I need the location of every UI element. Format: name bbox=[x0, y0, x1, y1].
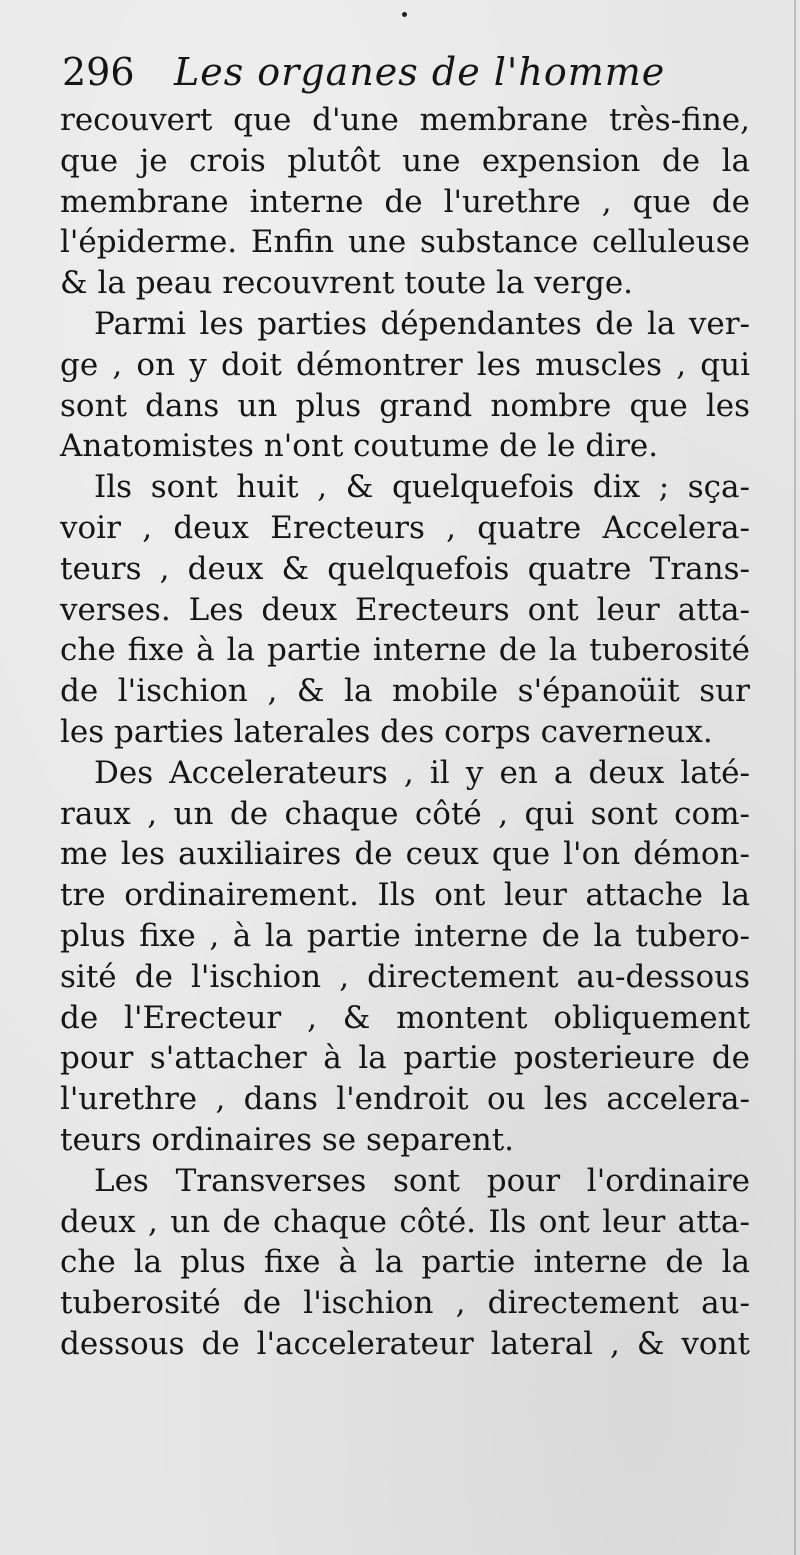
paragraph bbox=[60, 100, 750, 304]
page-edge-shadow bbox=[794, 0, 796, 1555]
text-line: deux , un de chaque côté. Ils ont leur atta- bbox=[60, 1203, 750, 1240]
text-line: plus fixe , à la partie interne de la tubero- bbox=[60, 917, 750, 954]
text-line: sité de l'ischion , directement au-dessous bbox=[60, 958, 750, 995]
text-line: Les Transverses sont pour l'ordinaire bbox=[94, 1162, 750, 1199]
text-line: pour s'attacher à la partie posterieure de bbox=[60, 1040, 750, 1077]
body-text bbox=[60, 100, 750, 1365]
text-line: teurs , deux & quelquefois quatre Trans- bbox=[60, 550, 750, 587]
paragraph bbox=[60, 467, 750, 753]
text-line: les parties laterales des corps caverneux. bbox=[60, 713, 713, 750]
text-line: che la plus fixe à la partie interne de la bbox=[60, 1244, 750, 1281]
text-line: recouvert que d'une membrane très-fine, bbox=[60, 102, 750, 138]
text-line: l'épiderme. Enfin une substance celluleuse bbox=[60, 224, 750, 261]
text-line: sont dans un plus grand nombre que les bbox=[60, 387, 750, 424]
paragraph bbox=[60, 1161, 750, 1365]
text-line: me les auxiliaires de ceux que l'on démon- bbox=[60, 836, 750, 873]
text-line: Parmi les parties dépendantes de la ver- bbox=[94, 305, 750, 342]
text-line: dessous de l'accelerateur lateral , & vont bbox=[60, 1325, 750, 1362]
text-line: & la peau recouvrent toute la verge. bbox=[60, 265, 634, 302]
text-line: membrane interne de l'urethre , que de bbox=[60, 183, 750, 220]
running-title: Les organes de l'homme bbox=[174, 50, 666, 94]
text-line: raux , un de chaque côté , qui sont com- bbox=[60, 795, 750, 832]
text-line: que je crois plutôt une expension de la bbox=[60, 142, 750, 179]
text-line: de l'ischion , & la mobile s'épanoüit sur bbox=[60, 673, 750, 710]
text-line: Des Accelerateurs , il y en a deux laté- bbox=[94, 754, 750, 791]
text-line: Ils sont huit , & quelquefois dix ; sça- bbox=[94, 469, 750, 506]
text-line: tre ordinairement. Ils ont leur attache la bbox=[60, 877, 750, 914]
text-line: l'urethre , dans l'endroit ou les accelera- bbox=[60, 1081, 750, 1118]
text-line: voir , deux Erecteurs , quatre Accelera- bbox=[60, 509, 750, 546]
text-line: Anatomistes n'ont coutume de le dire. bbox=[60, 428, 659, 465]
page-header bbox=[62, 50, 665, 100]
text-line: ge , on y doit démontrer les muscles , qui bbox=[60, 346, 750, 383]
text-line: verses. Les deux Erecteurs ont leur atta- bbox=[60, 591, 750, 628]
text-line: tuberosité de l'ischion , directement au- bbox=[60, 1285, 750, 1322]
paragraph bbox=[60, 304, 750, 467]
text-line: che fixe à la partie interne de la tuberosité bbox=[60, 632, 750, 669]
paragraph bbox=[60, 753, 750, 1161]
page-number: 296 bbox=[62, 50, 135, 94]
print-mark bbox=[402, 12, 407, 17]
text-line: teurs ordinaires se separent. bbox=[60, 1121, 515, 1158]
text-line: de l'Erecteur , & montent obliquement bbox=[60, 999, 750, 1036]
